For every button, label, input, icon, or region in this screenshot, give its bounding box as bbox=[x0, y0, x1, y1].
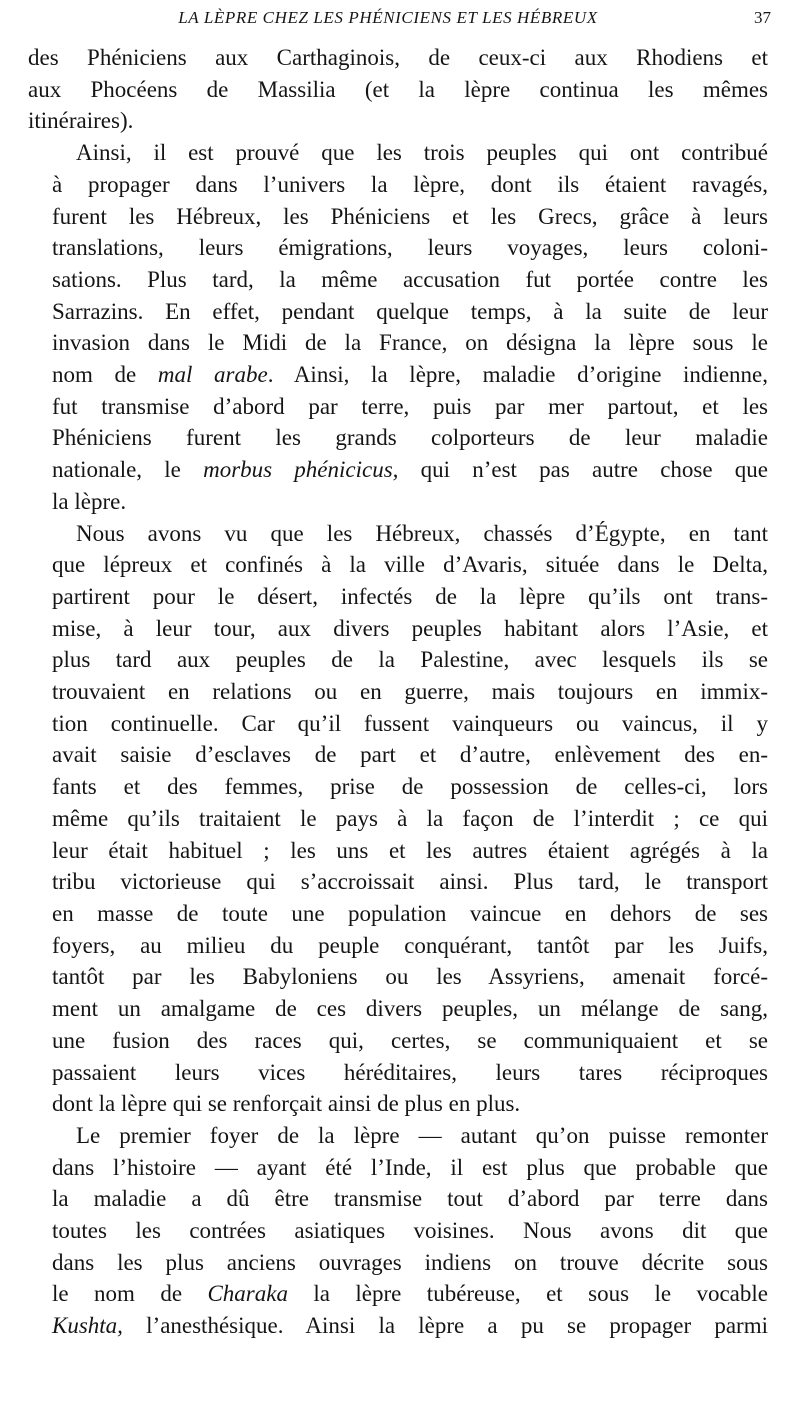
body-text bbox=[28, 42, 768, 1342]
text-line: itinéraires). bbox=[28, 108, 134, 134]
text-line: dans l’histoire — ayant été l’Inde, il est plus que probable que bbox=[52, 1154, 768, 1180]
text-line: leur était habituel ; les uns et les autres étaient agrégés à la bbox=[52, 837, 768, 863]
text-line: aux Phocéens de Massilia (et la lèpre continua les mêmes bbox=[28, 76, 768, 102]
text-line: ment un amalgame de ces divers peuples, un mélange de sang, bbox=[52, 996, 768, 1022]
text-line: Sarrazins. En effet, pendant quelque temps, à la suite de leur bbox=[52, 298, 768, 324]
text-line: dans les plus anciens ouvrages indiens on trouve décrite sous bbox=[52, 1249, 768, 1275]
text-line: que lépreux et confinés à la ville d’Avaris, située dans le Delta, bbox=[52, 552, 768, 578]
italic-term: Charaka bbox=[207, 1281, 288, 1307]
text-line: invasion dans le Midi de la France, on désigna la lèpre sous le bbox=[52, 330, 768, 356]
text-line: dont la lèpre qui se renforçait ainsi de plus en plus. bbox=[52, 1091, 521, 1117]
text-line: à propager dans l’univers la lèpre, dont ils étaient ravagés, bbox=[52, 171, 768, 197]
text-line: avait saisie d’esclaves de part et d’autre, enlèvement des en- bbox=[52, 742, 768, 768]
page-number: 37 bbox=[754, 8, 771, 27]
text-line: mise, à leur tour, aux divers peuples habitant alors l’Asie, et bbox=[52, 615, 768, 641]
text-line: Phéniciens furent les grands colporteurs de leur maladie bbox=[52, 425, 768, 451]
italic-term: mal arabe bbox=[157, 362, 268, 388]
text-line: trouvaient en relations ou en guerre, mais toujours en immix- bbox=[52, 679, 768, 705]
text-line: Nous avons vu que les Hébreux, chassés d’Égypte, en tant bbox=[76, 520, 768, 546]
text-line: Le premier foyer de la lèpre — autant qu’on puisse remonter bbox=[76, 1122, 768, 1148]
text-line: nationale, le morbus phénicicus, qui n’est pas autre chose que bbox=[52, 457, 768, 483]
text-line: foyers, au milieu du peuple conquérant, tantôt par les Juifs, bbox=[52, 932, 768, 958]
text-line: toutes les contrées asiatiques voisines. Nous avons dit que bbox=[52, 1218, 768, 1244]
text-line: passaient leurs vices héréditaires, leurs tares réciproques bbox=[52, 1059, 768, 1085]
text-line: plus tard aux peuples de la Palestine, avec lesquels ils se bbox=[52, 647, 768, 673]
text-line: des Phéniciens aux Carthaginois, de ceux-ci aux Rhodiens et bbox=[28, 45, 768, 70]
paragraph bbox=[28, 137, 768, 517]
paragraph bbox=[28, 518, 768, 1120]
running-title: LA LÈPRE CHEZ LES PHÉNICIENS ET LES HÉBREUX bbox=[178, 8, 598, 27]
text-line: Kushta, l’anesthésique. Ainsi la lèpre a pu se propager parmi bbox=[52, 1313, 768, 1339]
text-line: Ainsi, il est prouvé que les trois peuples qui ont contribué bbox=[76, 140, 768, 166]
text-line: translations, leurs émigrations, leurs voyages, leurs coloni- bbox=[52, 235, 768, 261]
italic-term: Kushta, bbox=[52, 1313, 123, 1339]
text-line: fut transmise d’abord par terre, puis par mer partout, et les bbox=[52, 393, 768, 419]
text-line: la lèpre. bbox=[52, 488, 127, 514]
text-line: en masse de toute une population vaincue en dehors de ses bbox=[52, 900, 768, 926]
text-line: partirent pour le désert, infectés de la lèpre qu’ils ont trans- bbox=[52, 583, 768, 609]
text-line: nom de mal arabe. Ainsi, la lèpre, maladie d’origine indienne, bbox=[52, 362, 768, 388]
text-line: fants et des femmes, prise de possession de celles-ci, lors bbox=[52, 774, 768, 800]
text-line: tantôt par les Babyloniens ou les Assyriens, amenait forcé- bbox=[52, 964, 768, 990]
text-line: tion continuelle. Car qu’il fussent vainqueurs ou vaincus, il y bbox=[52, 710, 768, 736]
text-line: tribu victorieuse qui s’accroissait ainsi. Plus tard, le transport bbox=[52, 869, 768, 895]
paragraph bbox=[28, 42, 768, 137]
text-line: sations. Plus tard, la même accusation fut portée contre les bbox=[52, 266, 768, 292]
text-line: furent les Hébreux, les Phéniciens et les Grecs, grâce à leurs bbox=[52, 203, 768, 229]
text-line: la maladie a dû être transmise tout d’abord par terre dans bbox=[52, 1186, 768, 1212]
text-line: une fusion des races qui, certes, se communiquaient et se bbox=[52, 1027, 768, 1053]
paragraph bbox=[28, 1120, 768, 1342]
text-line: le nom de Charaka la lèpre tubéreuse, et sous le vocable bbox=[52, 1281, 768, 1307]
italic-term: morbus phénicicus, bbox=[203, 457, 399, 483]
text-line: même qu’ils traitaient le pays à la façon de l’interdit ; ce qui bbox=[52, 805, 768, 831]
